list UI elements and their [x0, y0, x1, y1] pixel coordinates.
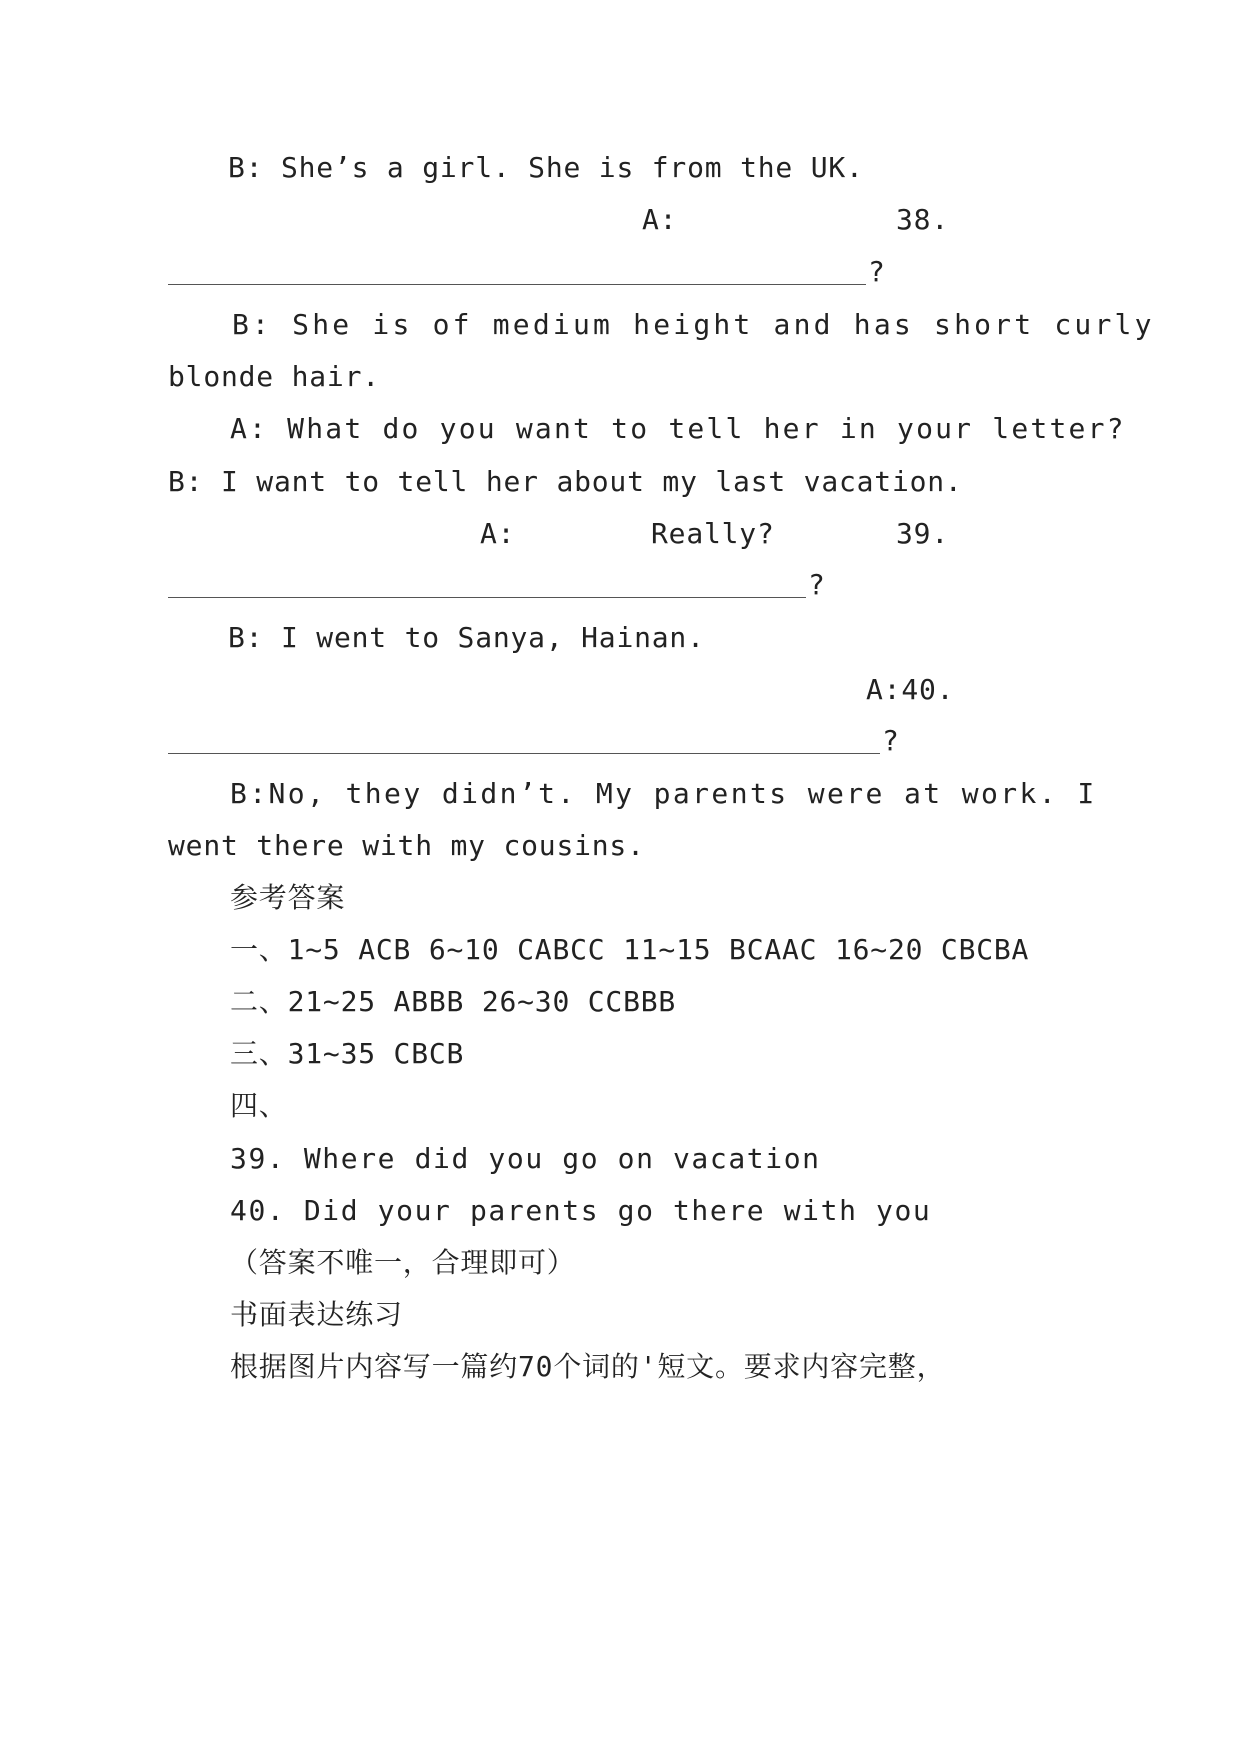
answer-key-line: 一、1~5 ACB 6~10 CABCC 11~15 BCAAC 16~20 CBCBA — [230, 933, 1030, 966]
answer-key-note: （答案不唯一，合理即可） — [230, 1246, 576, 1279]
dialogue-line: blonde hair. — [168, 360, 380, 393]
dialogue-line: B: She is of medium height and has short curly — [232, 308, 1155, 341]
answer-blank-40[interactable] — [168, 753, 880, 754]
dialogue-line: went there with my cousins. — [168, 829, 645, 862]
answer-key-line: 四、 — [230, 1089, 288, 1122]
question-number-39: 39. — [896, 517, 949, 550]
answer-blank-39[interactable] — [168, 597, 806, 598]
dialogue-speaker-a: A: — [480, 517, 516, 550]
dialogue-line: B: I want to tell her about my last vacation. — [168, 465, 963, 498]
dialogue-text: Really? — [651, 517, 775, 550]
dialogue-line: B: She’s a girl. She is from the UK. — [228, 151, 864, 184]
writing-prompt: 根据图片内容写一篇约70个词的'短文。要求内容完整， — [230, 1350, 946, 1383]
question-mark: ? — [808, 568, 826, 601]
question-mark: ? — [882, 724, 900, 757]
question-number-38: 38. — [896, 203, 949, 236]
dialogue-speaker-a: A: — [642, 203, 678, 236]
writing-section-title: 书面表达练习 — [230, 1298, 403, 1331]
dialogue-line: B:No, they didn’t. My parents were at work. I — [230, 777, 1097, 810]
dialogue-line: B: I went to Sanya, Hainan. — [228, 621, 705, 654]
answer-blank-38[interactable] — [168, 284, 866, 285]
answer-key-line: 40. Did your parents go there with you — [230, 1194, 932, 1227]
answer-key-line: 三、31~35 CBCB — [230, 1037, 465, 1070]
answer-key-line: 39. Where did you go on vacation — [230, 1142, 821, 1175]
answer-key-title: 参考答案 — [230, 881, 346, 914]
question-mark: ? — [868, 255, 886, 288]
question-number-40: A:40. — [866, 673, 955, 706]
answer-key-line: 二、21~25 ABBB 26~30 CCBBB — [230, 985, 677, 1018]
dialogue-line: A: What do you want to tell her in your letter? — [230, 412, 1126, 445]
